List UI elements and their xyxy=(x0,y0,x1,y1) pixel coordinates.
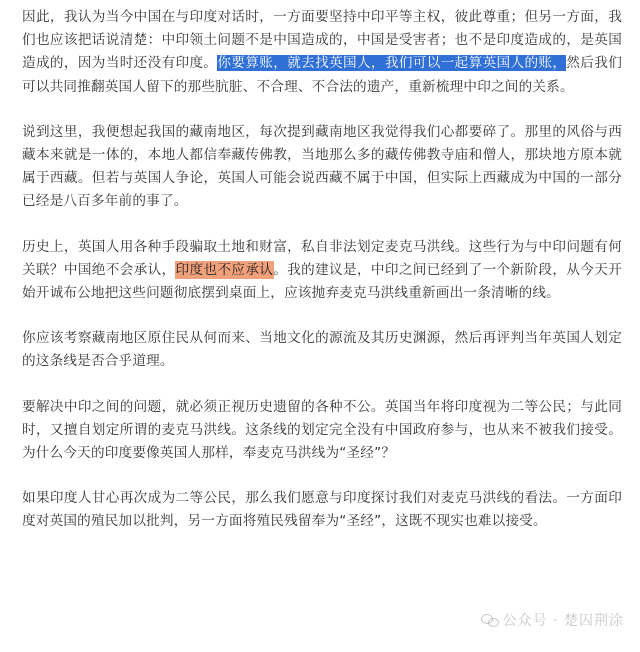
paragraph-2: 说到这里，我便想起我国的藏南地区，每次提到藏南地区我觉得我们心都要碎了。那里的风俗与西藏本来就是一体的，本地人都信奉藏传佛教，当地那么多的藏传佛教寺庙和僧人，那块地方原本就属于西藏。但若与英国人争论，英国人可能会说西藏不属于中国，但实际上西藏成为中国的一部分已经是八百多年前的事了。 xyxy=(22,123,622,210)
highlighted-text-blue[interactable]: 你要算账，就去找英国人，我们可以一起算英国人的账， xyxy=(217,55,567,72)
paragraph-1-text-a: 因此，我认为当今中国在与印度对话时，一方面要坚持中印平等主权，彼此尊重；但另一方面，我们也应该把话说清楚：中印领土问题不是中国造成的，中国是受害者；也不是印度造成的，是英国造成的，因为当时还没有印度。 xyxy=(22,9,622,72)
paragraph-1 xyxy=(22,6,622,99)
watermark-text: 公众号 · 楚囚荆涂 xyxy=(502,613,624,629)
paragraph-1-text-b: 然后我们可以共同推翻英国人留下的那些肮脏、不合理、不合法的遗产，重新梳理中印之间的关系。 xyxy=(22,55,622,95)
wechat-icon xyxy=(481,613,499,627)
paragraph-5: 要解决中印之间的问题，就必须正视历史遗留的各种不公。英国当年将印度视为二等公民；与此同时，又擅自划定所谓的麦克马洪线。这条线的划定完全没有中国政府参与，也从来不被我们接受。为什么今天的印度要像英国人那样，奉麦克马洪线为“圣经”？ xyxy=(22,398,622,462)
paragraph-4: 你应该考察藏南地区原住民从何而来、当地文化的源流及其历史渊源，然后再评判当年英国人划定的这条线是否合乎道理。 xyxy=(22,330,622,370)
paragraph-3-text-b: 。我的建议是，中印之间已经到了一个新阶段，从今天开始开诚布公地把这些问题彻底摆到桌面上，应该抛弃麦克马洪线重新画出一条清晰的线。 xyxy=(22,261,622,302)
paragraph-3-text-a: 历史上，英国人用各种手段骗取土地和财富，私自非法划定麦克马洪线。这些行为与中印问题有何关联？中国绝不会承认， xyxy=(22,238,622,278)
paragraph-6: 如果印度人甘心再次成为二等公民，那么我们愿意与印度探讨我们对麦克马洪线的看法。一方面印度对英国的殖民加以批判，另一方面将殖民残留奉为“圣经”，这既不现实也难以接受。 xyxy=(22,490,622,530)
watermark xyxy=(481,610,624,630)
paragraph-3 xyxy=(22,236,622,306)
article-body xyxy=(22,6,622,556)
highlighted-text-orange: 印度也不应承认 xyxy=(175,261,274,278)
